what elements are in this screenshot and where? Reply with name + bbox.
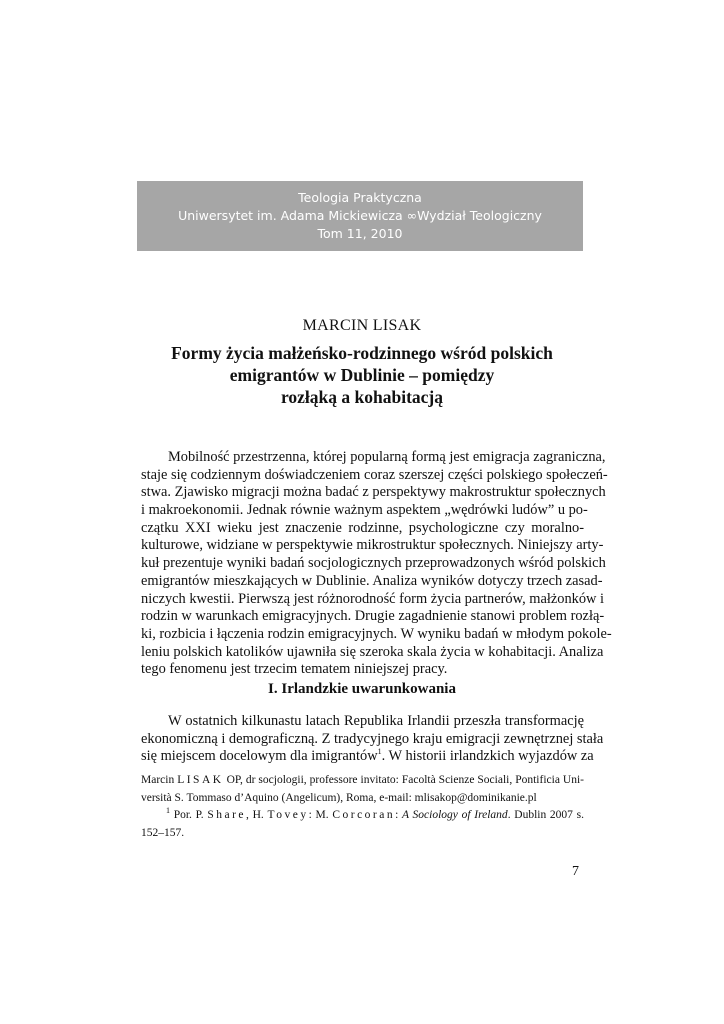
footnote-author: Share xyxy=(207,809,247,821)
abstract-line: ki, rozbicia i łączenia rodzin emigracyjnych. W wyniku badań w młodym pokole- xyxy=(141,625,612,642)
abstract-line: kulturowe, widziane w perspektywie mikrostruktur społecznych. Niniejszy arty- xyxy=(141,537,604,554)
journal-volume: Tom 11, 2010 xyxy=(317,226,403,241)
title-line: Formy życia małżeńsko-rodzinnego wśród polskich xyxy=(171,343,553,363)
footnote-line: 152–157. xyxy=(141,826,185,839)
section-body xyxy=(141,713,604,766)
abstract-line: tego fenomenu jest trzecim tematem niniejszej pracy. xyxy=(141,661,448,678)
abstract-line: Mobilność przestrzenna, której popularną formą jest emigracja zagraniczna, xyxy=(168,449,606,465)
abstract-line: i makroekonomii. Jednak równie ważnym aspektem „wędrówki ludów” u po- xyxy=(141,502,588,519)
section-heading: I. Irlandzkie uwarunkowania xyxy=(268,681,456,697)
abstract-line: niczych kwestii. Pierwszą jest różnorodność form życia partnerów, małżonków i xyxy=(141,590,605,607)
footnote-marker: 1 xyxy=(166,806,170,816)
body-line: W ostatnich kilkunastu latach Republika Irlandii przeszła transformację xyxy=(168,713,584,729)
footnote-text: : M. xyxy=(308,809,333,821)
abstract-line: rodzin w warunkach emigracyjnych. Drugie zagadnienie stanowi problem rozłą- xyxy=(141,608,605,625)
author-note-first-name: Marcin xyxy=(141,774,178,786)
body-line: ekonomiczną i demograficzną. Z tradycyjnego kraju emigracji zewnętrznej stała xyxy=(141,730,604,747)
footnote-text: . Dublin 2007 s. xyxy=(507,809,584,821)
body-line-text: . W historii irlandzkich wyjazdów za xyxy=(381,748,594,765)
footnote-reference: 1 xyxy=(377,747,382,757)
page-number: 7 xyxy=(572,864,579,879)
abstract-line: leniu polskich katolików ujawniła się szeroka skala życia w kohabitacji. Analiza xyxy=(141,643,604,660)
author-note-last-name: LISAK xyxy=(177,774,224,786)
article-author: MARCIN LISAK xyxy=(302,317,422,334)
footnote-author: Corcoran xyxy=(332,809,396,821)
footnote-text: , H. xyxy=(246,809,268,821)
journal-name: Teologia Praktyczna xyxy=(298,190,422,205)
footnote-text: : xyxy=(395,809,403,821)
author-note xyxy=(141,773,584,808)
title-line: rozłąką a kohabitacją xyxy=(280,387,444,407)
abstract-line: kuł prezentuje wyniki badań socjologicznych przeprowadzonych wśród polskich xyxy=(141,555,606,572)
author-note-text: OP, dr socjologii, professore invitato: Facoltà Scienze Sociali, Pontificia Uni- xyxy=(223,774,584,786)
footnote-book-title: A Sociology of Ireland xyxy=(402,809,508,821)
footnote-line xyxy=(141,808,584,826)
abstract-line: staje się codziennym doświadczeniem coraz szerszej części polskiego społeczeń- xyxy=(141,466,608,483)
abstract-line: emigrantów mieszkających w Dublinie. Analiza wyników dotyczy trzech zasad- xyxy=(141,572,603,589)
abstract-line: czątku XXI wieku jest znaczenie rodzinne, psychologiczne czy moralno- xyxy=(141,519,584,536)
title-line: emigrantów w Dublinie – pomiędzy xyxy=(229,365,495,385)
abstract-line: stwa. Zjawisko migracji można badać z perspektywy makrostruktur społecznych xyxy=(141,484,606,501)
journal-university: Uniwersytet im. Adama Mickiewicza ∞Wydział Teologiczny xyxy=(178,208,542,223)
journal-header-box xyxy=(137,181,583,251)
author-note-line xyxy=(141,773,584,791)
footnote-1 xyxy=(141,808,584,843)
footnote-author: Tovey xyxy=(267,809,309,821)
abstract xyxy=(141,449,612,679)
author-note-line: versità S. Tommaso d’Aquino (Angelicum), Roma, e-mail: mlisakop@dominikanie.pl xyxy=(141,791,537,804)
body-line-text: się miejscem docelowym dla imigrantów xyxy=(141,748,378,765)
body-line xyxy=(141,747,594,766)
footnote-text: Por. P. xyxy=(170,809,208,821)
article-title xyxy=(150,342,574,408)
